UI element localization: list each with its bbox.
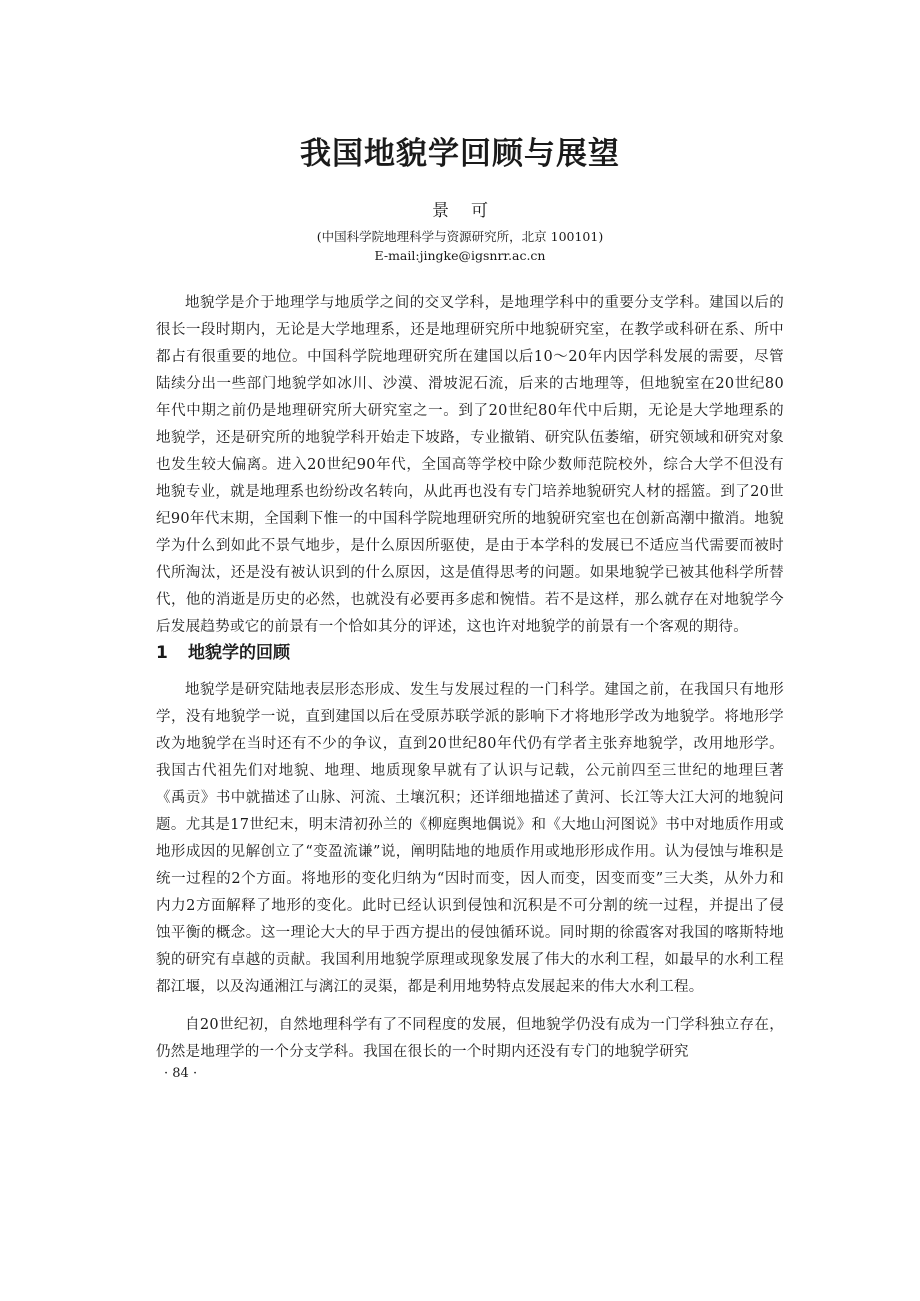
section-title: 地貌学的回顾 bbox=[188, 643, 290, 663]
intro-paragraph-block bbox=[156, 290, 784, 641]
section-heading bbox=[156, 638, 290, 663]
continuation-paragraph: 自20世纪初，自然地理科学有了不同程度的发展，但地貌学仍没有成为一门学科独立存在，仍然是地理学的一个分支学科。我国在很长的一个时期内还没有专门的地貌学研究 bbox=[156, 1017, 784, 1060]
author-email: E-mail:jingke@igsnrr.ac.cn bbox=[374, 248, 546, 263]
section-number: 1 bbox=[156, 643, 168, 663]
intro-paragraph: 地貌学是介于地理学与地质学之间的交叉学科，是地理学科中的重要分支学科。建国以后的很长一段时期内，无论是大学地理系，还是地理研究所中地貌研究室，在教学或科研在系、所中都占有很重要的地位。中国科学院地理研究所在建国以后10～20年内因学科发展的需要，尽管陆续分出一些部门地貌学如冰川、沙漠、滑坡泥石流，后来的古地理等，但地貌室在20世纪80年代中期之前仍是地理研究所大研究室之一。到了20世纪80年代中后期，无论是大学地理系的地貌学，还是研究所的地貌学科开始走下坡路，专业撤销、研究队伍萎缩，研究领域和研究对象也发生较大偏离。进入20世纪90年代，全国高等学校中除少数师范院校外，综合大学不但没有地貌专业，就是地理系也纷纷改名转向，从此再也没有专门培养地貌研究人材的摇篮。到了20世纪90年代末期，全国剩下惟一的中国科学院地理研究所的地貌研究室也在创新高潮中撤消。地貌学为什么到如此不景气地步，是什么原因所驱使，是由于本学科的发展已不适应当代需要而被时代所淘汰，还是没有被认识到的什么原因，这是值得思考的问题。如果地貌学已被其他科学所替代，他的消逝是历史的必然，也就没有必要再多虑和惋惜。若不是这样，那么就存在对地貌学今后发展趋势或它的前景有一个恰如其分的评述，这也许对地貌学的前景有一个客观的期待。 bbox=[156, 295, 784, 635]
article-title: 我国地貌学回顾与展望 bbox=[300, 136, 620, 172]
author-affiliation: (中国科学院地理科学与资源研究所，北京 100101) bbox=[316, 229, 604, 244]
section-paragraph-block bbox=[156, 677, 784, 1001]
author-name: 景可 bbox=[432, 201, 510, 221]
page-number: · 84 · bbox=[164, 1066, 198, 1081]
section-paragraph: 地貌学是研究陆地表层形态形成、发生与发展过程的一门科学。建国之前，在我国只有地形学，没有地貌学一说，直到建国以后在受原苏联学派的影响下才将地形学改为地貌学。将地形学改为地貌学在当时还有不少的争议，直到20世纪80年代仍有学者主张弃地貌学，改用地形学。我国古代祖先们对地貌、地理、地质现象早就有了认识与记载，公元前四至三世纪的地理巨著《禹贡》书中就描述了山脉、河流、土壤沉积；还详细地描述了黄河、长江等大江大河的地貌问题。尤其是17世纪末，明末清初孙兰的《柳庭舆地偶说》和《大地山河图说》书中对地质作用或地形成因的见解创立了“变盈流谦”说，阐明陆地的地质作用或地形形成作用。认为侵蚀与堆积是统一过程的2个方面。将地形的变化归纳为“因时而变，因人而变，因变而变”三大类，从外力和内力2方面解释了地形的变化。此时已经认识到侵蚀和沉积是不可分割的统一过程，并提出了侵蚀平衡的概念。这一理论大大的早于西方提出的侵蚀循环说。同时期的徐霞客对我国的喀斯特地貌的研究有卓越的贡献。我国利用地貌学原理或现象发展了伟大的水利工程，如最早的水利工程都江堰，以及沟通湘江与漓江的灵渠，都是利用地势特点发展起来的伟大水利工程。 bbox=[156, 682, 784, 995]
continuation-paragraph-block bbox=[156, 1012, 784, 1066]
